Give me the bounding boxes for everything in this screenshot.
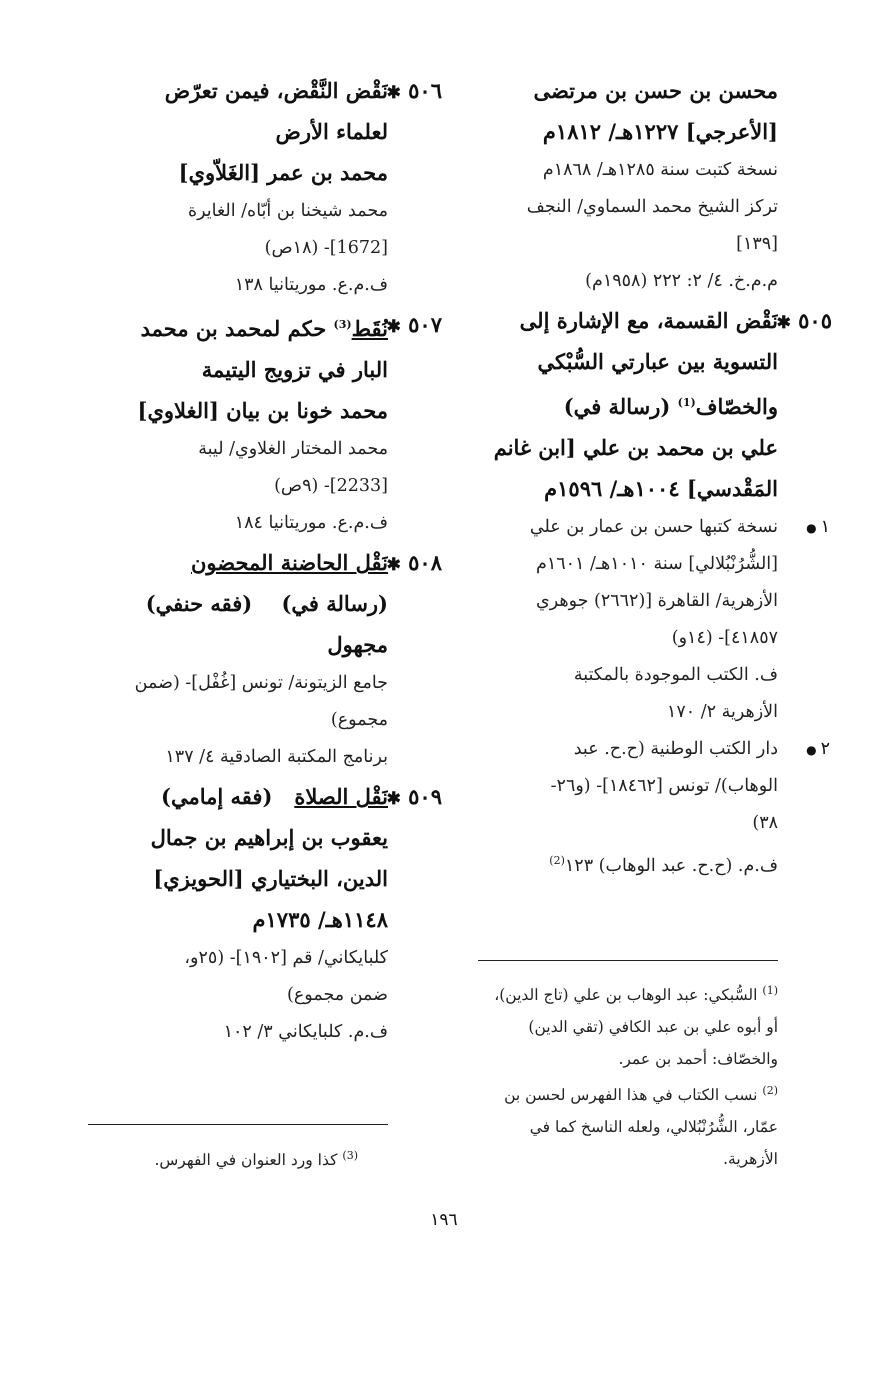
entry-505 (433, 300, 832, 509)
entry-507 (43, 304, 442, 542)
entry-509 (43, 776, 442, 1051)
entry-title-line: نَقْض النَّقْض، فيمن تعرّض (164, 78, 388, 103)
item-reference: ف.م. (ح.ح. عبد الوهاب) ١٢٣$^{(2)}$ (549, 854, 778, 876)
copy-shelf: [١٣٩] (736, 234, 778, 254)
entry-number: ٥٠٩ ✱ (386, 784, 442, 809)
entry-title-line: التسوية بين عبارتي السُّبْكي (537, 349, 778, 374)
entry-title-line: البار في تزويج اليتيمة (201, 357, 388, 382)
footnote-line: الأزهرية. (723, 1150, 778, 1169)
copy-item-1 (433, 509, 830, 731)
copy-line: جامع الزيتونة/ تونس [غُفْل]- (ضمن (134, 673, 388, 693)
catalog-reference: ف.م. كلبايكاني ٣/ ١٠٢ (223, 1022, 388, 1042)
footnote-line: عمّار، الشُّرُنْبُلالي، ولعله الناسخ كما في (529, 1118, 778, 1137)
footnote: $^{(3)}$ كذا ورد العنوان في الفهرس. (154, 1149, 358, 1170)
entry-author: محسن بن حسن بن مرتضى (533, 78, 778, 103)
entry-number: ٥٠٨ ✱ (386, 550, 442, 575)
item-number: ١● (806, 517, 830, 537)
footnote-ref: (1) (677, 396, 696, 409)
catalog-reference: م.م.خ. ٤/ ٢: ٢٢٢ (١٩٥٨م) (585, 271, 778, 291)
entry-508 (43, 542, 442, 776)
entry-title-line: لعلماء الأرض (275, 119, 388, 144)
right-column (433, 70, 832, 885)
catalog-reference: ف.م.ع. موريتانيا ١٨٤ (234, 513, 388, 533)
footnote-ref: (2) (549, 854, 565, 867)
entry-title-line: نَقْض القسمة، مع الإشارة إلى (519, 308, 778, 333)
footnotes-left (28, 1140, 358, 1176)
entry-author-line: علي بن محمد بن علي [ابن غانم (493, 435, 778, 460)
catalog-reference: ف.م.ع. موريتانيا ١٣٨ (234, 275, 388, 295)
catalog-reference: برنامج المكتبة الصادقية ٤/ ١٣٧ (165, 747, 388, 767)
entry-506 (43, 70, 442, 304)
title-suffix: (رسالة في) (563, 394, 671, 419)
footnote-separator (88, 1124, 388, 1125)
entry-author: محمد بن عمر [الغَلاّوي] (178, 160, 388, 185)
item-number: ٢● (806, 739, 830, 759)
copy-line: ضمن مجموع) (287, 985, 388, 1005)
item-line: الوهاب)/ تونس [١٨٤٦٢]- (و٢٦- (550, 776, 778, 796)
entry-title-line: نَقْل الحاضنة المحضون (190, 550, 388, 575)
entry-title-line: نُقَط$^{(3)}$ حكم لمحمد بن محمد (140, 316, 388, 341)
footnote-line: أو أبوه علي بن عبد الكافي (تقي الدين) (528, 1018, 778, 1037)
footnote-line: والخصّاف: أحمد بن عمر. (618, 1050, 778, 1069)
item-line: ٤١٨٥٧]- (١٤و) (671, 628, 778, 648)
footnotes-right (448, 975, 778, 1175)
entry-author: مجهول (327, 632, 388, 657)
entry-number: ٥٠٦ ✱ (386, 78, 442, 103)
footnote: $^{(2)}$ نسب الكتاب في هذا الفهرس لحسن بن (504, 1084, 778, 1105)
copy-line: مجموع) (330, 710, 388, 730)
footnote: $^{(1)}$ السُّبكي: عبد الوهاب بن علي (تاج الدين)، (494, 984, 778, 1005)
left-column (43, 70, 442, 1051)
item-reference: الأزهرية ٢/ ١٧٠ (666, 702, 778, 722)
copy-line: محمد المختار الغلاوي/ ليبة (198, 439, 388, 459)
entry-author-line: يعقوب بن إبراهيم بن جمال (150, 825, 388, 850)
copy-line: [2233]- (٩ص) (274, 476, 388, 496)
copy-line: [1672]- (١٨ص) (264, 238, 388, 258)
entry-number: ٥٠٧ ✱ (386, 312, 442, 337)
item-line: دار الكتب الوطنية (ح.ح. عبد (573, 739, 778, 759)
entry-title-line: نَقْل الصلاة (فقه إمامي) (161, 784, 388, 809)
copy-line: كلبايكاني/ قم [١٩٠٢]- (٢٥و، (184, 948, 388, 968)
star-icon: ✱ (776, 313, 791, 333)
item-line: الأزهرية/ القاهرة [(٢٦٦٢) جوهري (536, 591, 778, 611)
entry-title-line: والخصّاف$^{(1)}$ (رسالة في) (563, 394, 778, 419)
star-icon: ✱ (386, 83, 401, 103)
star-icon: ✱ (386, 317, 401, 337)
entry-subtitle: (رسالة في) (فقه حنفي) (145, 591, 388, 616)
item-line: نسخة كتبها حسن بن عمار بن علي (529, 517, 778, 537)
entry-author-line: المَقْدسي] ١٠٠٤هـ/ ١٥٩٦م (544, 476, 778, 501)
footnote-separator (478, 960, 778, 961)
copy-item-2 (433, 731, 830, 885)
entry-author-tag: [الأعرجي] ١٢٢٧هـ/ ١٨١٢م (542, 119, 778, 144)
item-line: [الشُّرُنْبُلالي] سنة ١٠١٠هـ/ ١٦٠١م (536, 554, 778, 574)
star-icon: ✱ (386, 789, 401, 809)
item-reference: ف. الكتب الموجودة بالمكتبة (573, 665, 778, 685)
item-line: ٣٨) (752, 813, 778, 833)
entry-author-line: الدين، البختياري [الحويزي] (153, 866, 388, 891)
copy-location: تركز الشيخ محمد السماوي/ النجف (526, 197, 778, 217)
entry-number: ٥٠٥ ✱ (776, 308, 832, 333)
bullet-icon: ● (806, 743, 817, 757)
footnote-ref: (3) (333, 318, 352, 331)
copy-line: محمد شيخنا بن أبّاه/ الغايرة (187, 201, 388, 221)
entry-author-line: ١١٤٨هـ/ ١٧٣٥م (252, 907, 388, 932)
bullet-icon: ● (806, 521, 817, 535)
star-icon: ✱ (386, 555, 401, 575)
copy-date: نسخة كتبت سنة ١٢٨٥هـ/ ١٨٦٨م (542, 160, 778, 180)
entry-author: محمد خونا بن بيان [الغلاوي] (137, 398, 388, 423)
page-number: ١٩٦ (430, 1210, 458, 1230)
